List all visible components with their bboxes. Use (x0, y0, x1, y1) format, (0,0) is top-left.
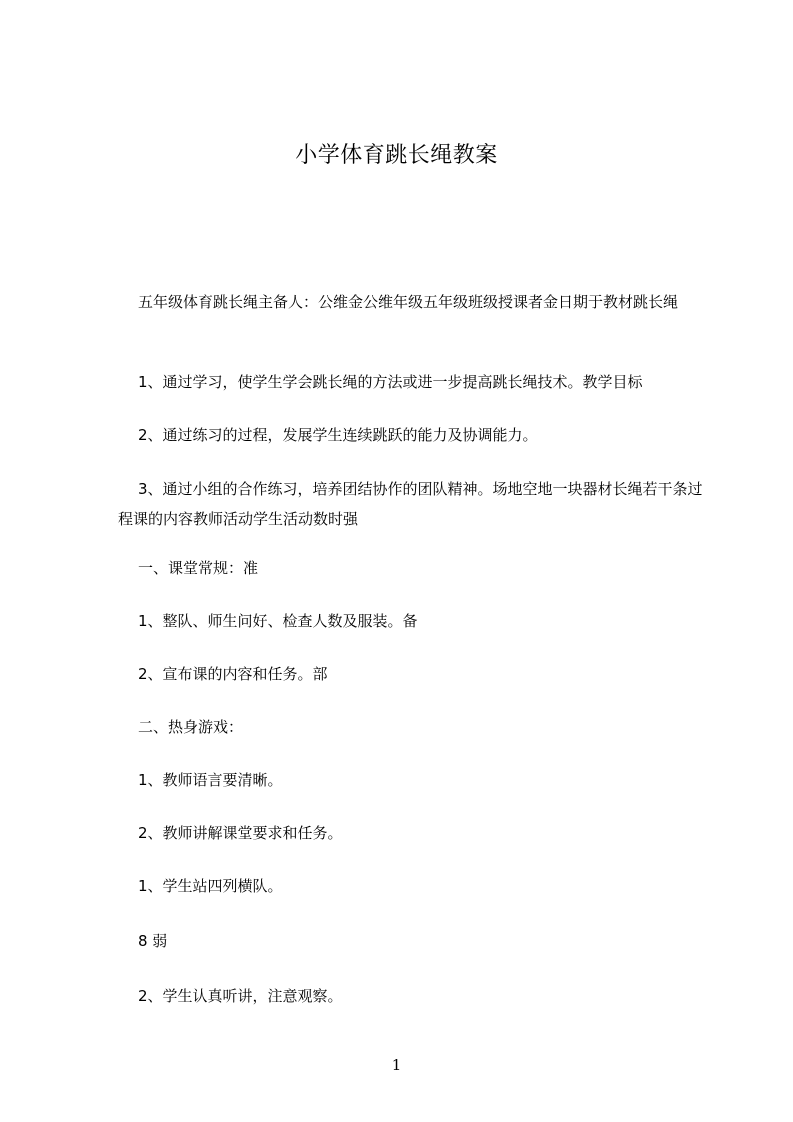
page-number: 1 (391, 1056, 402, 1074)
list-item: 2、教师讲解课堂要求和任务。 (138, 824, 343, 842)
list-item: 1、教师语言要清晰。 (138, 771, 283, 789)
paragraph-objective-3: 3、通过小组的合作练习，培养团结协作的团队精神。场地空地一块器材长绳若干条过程课的内容教师活动学生活动数时强 (118, 480, 703, 528)
document-title: 小学体育跳长绳教案 (295, 143, 498, 168)
section-heading-routine: 一、课堂常规：准 (138, 559, 259, 577)
list-item: 8 弱 (138, 932, 168, 950)
paragraph-header-info: 五年级体育跳长绳主备人：公维金公维年级五年级班级授课者金日期于教材跳长绳 (138, 293, 679, 311)
list-item: 1、学生站四列横队。 (138, 877, 283, 895)
list-item: 2、学生认真听讲，注意观察。 (138, 987, 343, 1005)
paragraph-objective-1: 1、通过学习，使学生学会跳长绳的方法或进一步提高跳长绳技术。教学目标 (138, 373, 643, 391)
list-item: 2、宣布课的内容和任务。部 (138, 665, 328, 683)
list-item: 1、整队、师生问好、检查人数及服装。备 (138, 612, 418, 630)
section-heading-warmup: 二、热身游戏： (138, 718, 244, 736)
paragraph-objective-2: 2、通过练习的过程，发展学生连续跳跃的能力及协调能力。 (138, 426, 538, 444)
